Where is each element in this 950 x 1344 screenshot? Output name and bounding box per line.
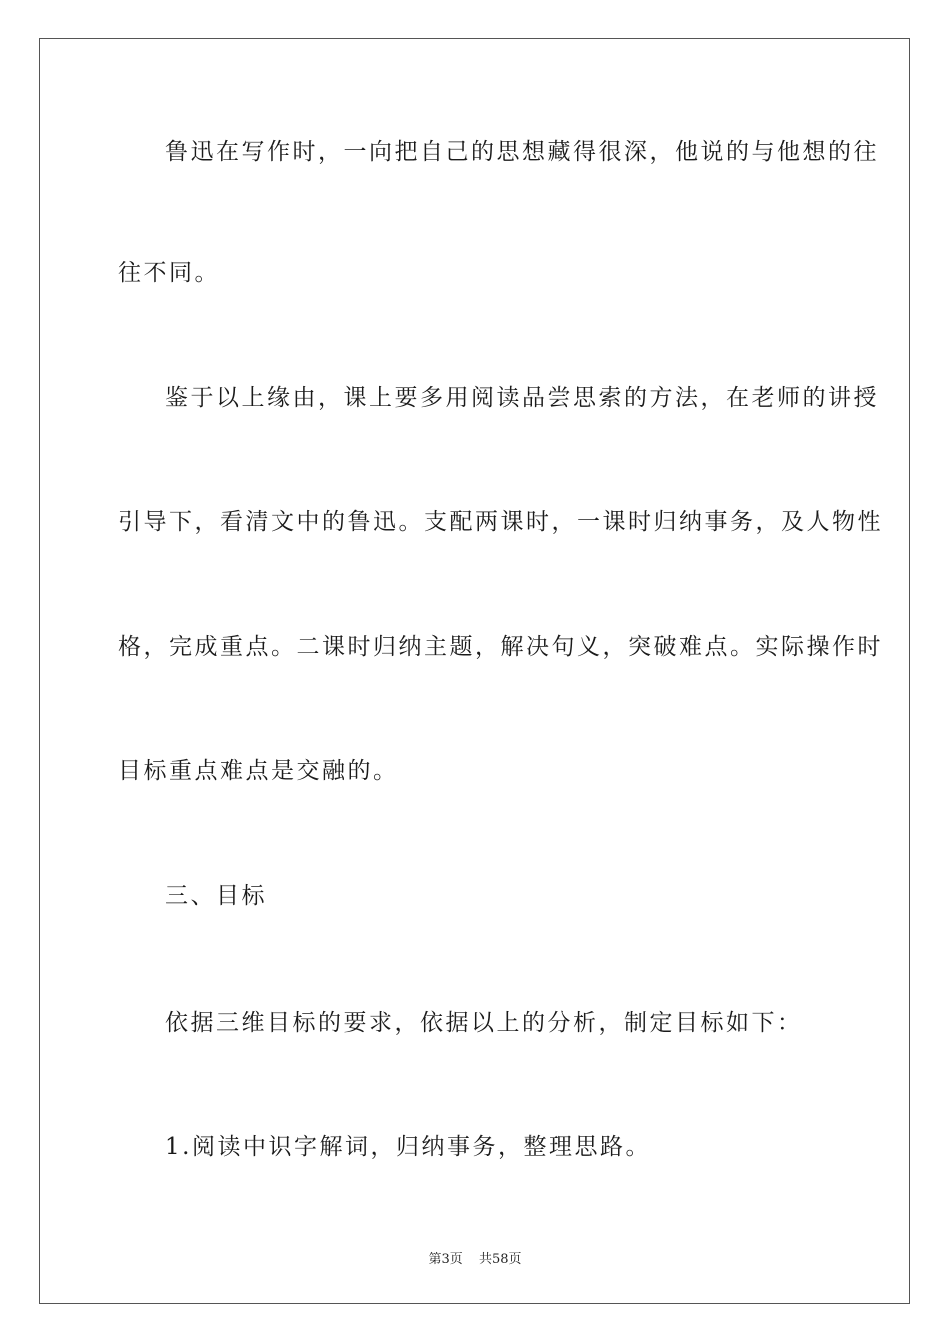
paragraph-2-line-4: 目标重点难点是交融的。 bbox=[118, 758, 399, 784]
page-border bbox=[39, 38, 910, 1304]
paragraph-1-line-1: 鲁迅在写作时，一向把自己的思想藏得很深，他说的与他想的往 bbox=[165, 139, 879, 165]
paragraph-2-line-2: 引导下，看清文中的鲁迅。支配两课时，一课时归纳事务，及人物性 bbox=[118, 509, 883, 535]
paragraph-3-line-1: 依据三维目标的要求，依据以上的分析，制定目标如下： bbox=[165, 1010, 803, 1036]
list-item-1: 1.阅读中识字解词，归纳事务，整理思路。 bbox=[165, 1134, 651, 1160]
paragraph-1-line-2: 往不同。 bbox=[118, 260, 220, 286]
page-total: 共58页 bbox=[478, 1252, 522, 1267]
page-current: 第3页 bbox=[428, 1252, 463, 1267]
page-footer bbox=[0, 1248, 950, 1267]
paragraph-2-line-3: 格，完成重点。二课时归纳主题，解决句义，突破难点。实际操作时 bbox=[118, 634, 883, 660]
paragraph-2-line-1: 鉴于以上缘由，课上要多用阅读品尝思索的方法，在老师的讲授 bbox=[165, 385, 879, 411]
section-heading: 三、目标 bbox=[165, 883, 267, 909]
